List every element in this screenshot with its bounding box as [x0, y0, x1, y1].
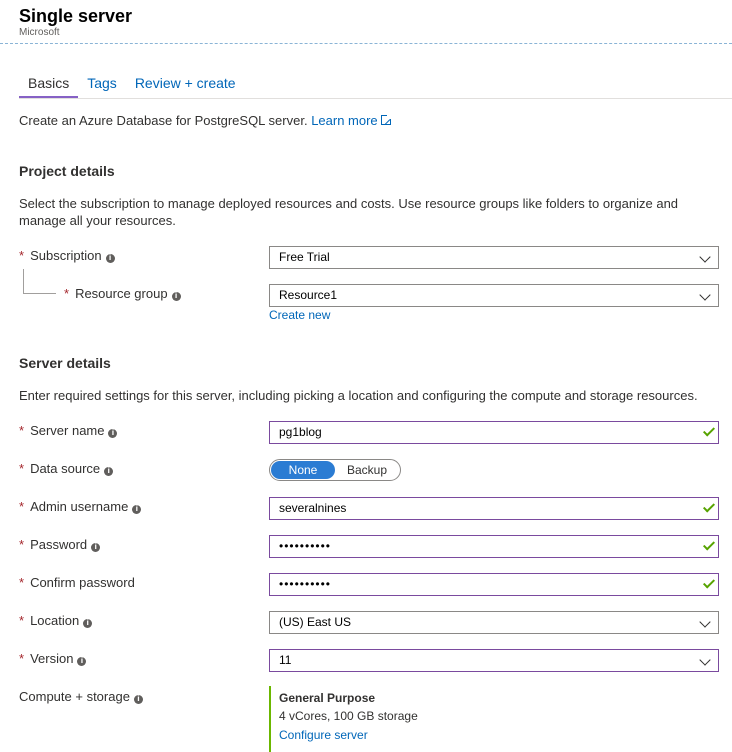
compute-storage-label — [19, 689, 143, 704]
data-source-none-option[interactable]: None — [271, 461, 335, 479]
checkmark-icon — [703, 500, 715, 512]
admin-username-label-text: Admin username — [30, 499, 129, 514]
password-input[interactable] — [269, 535, 719, 558]
learn-more-link[interactable] — [311, 113, 390, 128]
info-icon[interactable]: i — [132, 505, 141, 514]
version-select[interactable] — [269, 649, 719, 672]
intro-text — [19, 113, 391, 128]
required-marker: * — [64, 286, 70, 301]
project-details-heading: Project details — [19, 163, 115, 179]
info-icon[interactable]: i — [77, 657, 86, 666]
header-divider — [0, 43, 732, 44]
compute-storage-label-text: Compute + storage — [19, 689, 130, 704]
configure-server-link[interactable]: Configure server — [279, 728, 368, 742]
resource-group-label — [64, 286, 181, 301]
learn-more-label[interactable]: Learn more — [311, 113, 378, 128]
confirm-password-label — [19, 575, 135, 590]
info-icon[interactable]: i — [83, 619, 92, 628]
subscription-value: Free Trial — [279, 250, 330, 264]
confirm-password-value: •••••••••• — [279, 577, 332, 591]
page-subtitle: Microsoft — [19, 27, 60, 38]
required-marker: * — [19, 613, 25, 628]
subscription-select[interactable] — [269, 246, 719, 269]
chevron-down-icon — [699, 289, 710, 300]
location-value: (US) East US — [279, 615, 352, 629]
password-label — [19, 537, 100, 552]
checkmark-icon — [703, 538, 715, 550]
admin-username-label — [19, 499, 141, 514]
tab-basics[interactable]: Basics — [19, 73, 78, 98]
data-source-toggle — [269, 459, 401, 481]
tab-review-create[interactable]: Review + create — [134, 75, 236, 91]
chevron-down-icon — [699, 616, 710, 627]
server-name-input[interactable] — [269, 421, 719, 444]
info-icon[interactable]: i — [91, 543, 100, 552]
server-details-description: Enter required settings for this server, including picking a location and configuring the compute and storage resources. — [19, 388, 698, 403]
tree-connector-vertical — [23, 269, 24, 293]
confirm-password-input[interactable] — [269, 573, 719, 596]
data-source-label — [19, 461, 113, 476]
resource-group-label-text: Resource group — [75, 286, 168, 301]
admin-username-value: severalnines — [279, 501, 347, 515]
data-source-label-text: Data source — [30, 461, 101, 476]
project-details-description: Select the subscription to manage deployed resources and costs. Use resource groups like folders to organize and manage all your resources. — [19, 196, 679, 228]
info-icon[interactable]: i — [106, 254, 115, 263]
compute-detail: 4 vCores, 100 GB storage — [279, 709, 418, 723]
subscription-label — [19, 248, 115, 263]
required-marker: * — [19, 423, 25, 438]
required-marker: * — [19, 575, 25, 590]
checkmark-icon — [703, 424, 715, 436]
tab-bar — [19, 73, 732, 99]
page-title: Single server — [19, 6, 133, 26]
required-marker: * — [19, 651, 25, 666]
version-label — [19, 651, 86, 666]
server-details-heading: Server details — [19, 355, 111, 371]
required-marker: * — [19, 537, 25, 552]
chevron-down-icon — [699, 251, 710, 262]
server-name-value: pg1blog — [279, 425, 322, 439]
blade-header — [19, 5, 132, 39]
version-value: 11 — [279, 653, 292, 667]
create-new-link[interactable]: Create new — [269, 308, 331, 322]
tab-tags[interactable]: Tags — [87, 75, 117, 91]
required-marker: * — [19, 248, 25, 263]
admin-username-input[interactable] — [269, 497, 719, 520]
location-select[interactable] — [269, 611, 719, 634]
required-marker: * — [19, 461, 25, 476]
chevron-down-icon — [699, 654, 710, 665]
intro-label: Create an Azure Database for PostgreSQL server. — [19, 113, 308, 128]
password-label-text: Password — [30, 537, 88, 552]
compute-storage-summary — [269, 686, 418, 752]
confirm-password-label-text: Confirm password — [30, 575, 135, 590]
tree-connector-horizontal — [23, 293, 56, 294]
info-icon[interactable]: i — [104, 467, 113, 476]
location-label — [19, 613, 92, 628]
info-icon[interactable]: i — [172, 292, 181, 301]
version-label-text: Version — [30, 651, 74, 666]
server-name-label — [19, 423, 117, 438]
server-name-label-text: Server name — [30, 423, 105, 438]
external-link-icon — [381, 115, 391, 125]
checkmark-icon — [703, 576, 715, 588]
required-marker: * — [19, 499, 25, 514]
location-label-text: Location — [30, 613, 80, 628]
subscription-label-text: Subscription — [30, 248, 102, 263]
info-icon[interactable]: i — [108, 429, 117, 438]
password-value: •••••••••• — [279, 539, 332, 553]
data-source-backup-option[interactable]: Backup — [346, 463, 388, 477]
resource-group-select[interactable] — [269, 284, 719, 307]
resource-group-value: Resource1 — [279, 288, 338, 302]
compute-tier: General Purpose — [279, 691, 376, 705]
info-icon[interactable]: i — [134, 695, 143, 704]
